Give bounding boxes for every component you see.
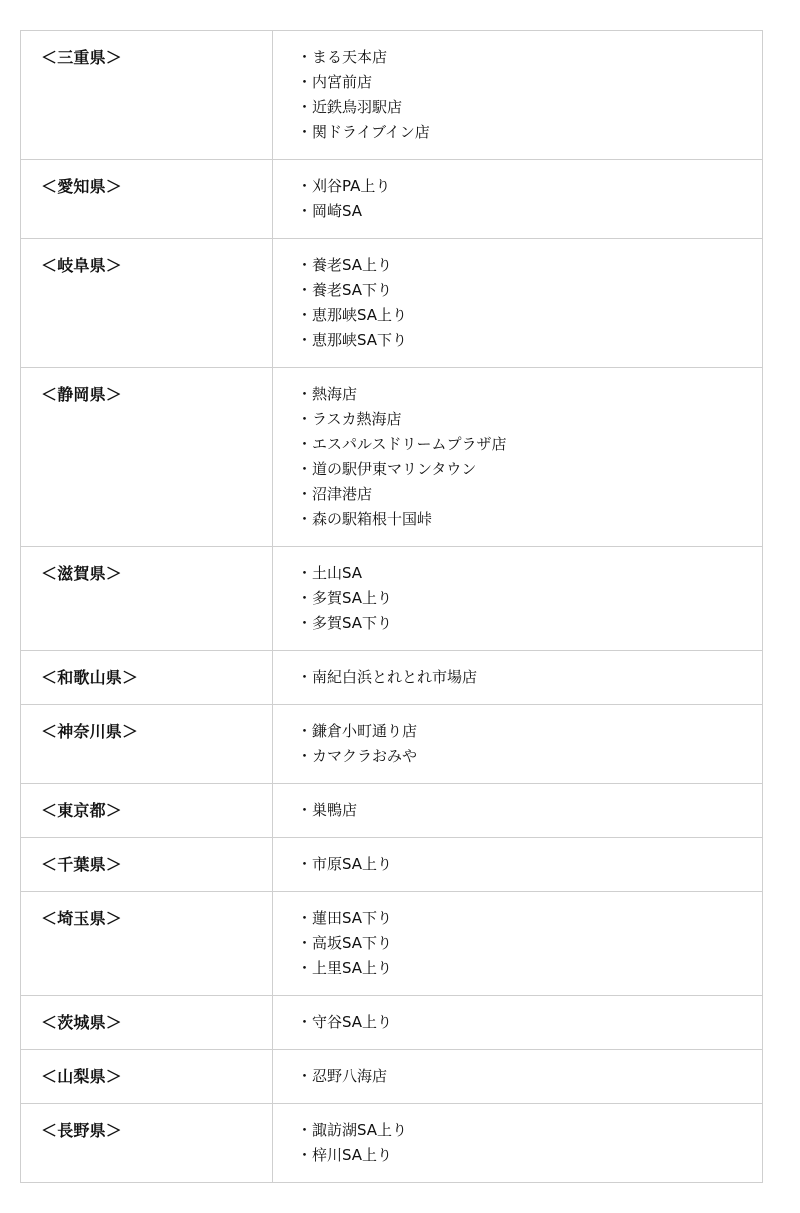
stores-cell [273,1104,763,1183]
prefecture-cell [21,892,273,996]
prefecture-row [21,651,763,705]
prefecture-cell [21,1050,273,1104]
prefecture-row [21,1104,763,1183]
prefecture-name: ＜埼玉県＞ [41,909,123,928]
stores-cell [273,838,763,892]
prefecture-name: ＜愛知県＞ [41,177,123,196]
prefecture-cell [21,368,273,547]
store-list [297,852,762,877]
stores-cell [273,996,763,1050]
prefecture-name: ＜茨城県＞ [41,1013,123,1032]
store-item: ・沼津港店 [297,485,373,503]
prefecture-name: ＜神奈川県＞ [41,722,139,741]
store-list [297,174,762,224]
prefecture-name: ＜山梨県＞ [41,1067,123,1086]
prefecture-cell [21,784,273,838]
store-item: ・鎌倉小町通り店 [297,722,418,740]
prefecture-cell [21,705,273,784]
store-table-body [21,31,763,1183]
stores-cell [273,784,763,838]
store-item: ・森の駅箱根十国峠 [297,510,433,528]
store-item: ・上里SA上り [297,959,393,977]
store-item: ・梓川SA上り [297,1146,393,1164]
store-list [297,45,762,145]
store-item: ・多賀SA下り [297,614,393,632]
prefecture-row [21,547,763,651]
prefecture-cell [21,31,273,160]
prefecture-row [21,1050,763,1104]
store-item: ・カマクラおみや [297,747,418,765]
store-item: ・まる天本店 [297,48,388,66]
store-list [297,1118,762,1168]
store-item: ・諏訪湖SA上り [297,1121,408,1139]
prefecture-name: ＜静岡県＞ [41,385,123,404]
store-item: ・蓮田SA下り [297,909,393,927]
store-item: ・関ドライブイン店 [297,123,430,141]
prefecture-name: ＜三重県＞ [41,48,123,67]
store-list [297,906,762,981]
prefecture-cell [21,160,273,239]
prefecture-row [21,784,763,838]
stores-cell [273,1050,763,1104]
stores-cell [273,239,763,368]
store-list [297,665,762,690]
store-item: ・内宮前店 [297,73,373,91]
prefecture-name: ＜岐阜県＞ [41,256,123,275]
store-item: ・土山SA [297,564,363,582]
prefecture-row [21,239,763,368]
store-list [297,561,762,636]
prefecture-row [21,31,763,160]
store-item: ・近鉄鳥羽駅店 [297,98,403,116]
store-item: ・エスパルスドリームプラザ店 [297,435,507,453]
store-item: ・岡崎SA [297,202,363,220]
store-item: ・巣鴨店 [297,801,358,819]
prefecture-name: ＜長野県＞ [41,1121,123,1140]
store-item: ・忍野八海店 [297,1067,388,1085]
stores-cell [273,705,763,784]
store-item: ・刈谷PA上り [297,177,391,195]
store-list [297,1064,762,1089]
stores-cell [273,31,763,160]
prefecture-name: ＜千葉県＞ [41,855,123,874]
store-item: ・恵那峡SA上り [297,306,408,324]
prefecture-cell [21,838,273,892]
store-list [297,382,762,532]
prefecture-name: ＜東京都＞ [41,801,123,820]
store-item: ・市原SA上り [297,855,393,873]
prefecture-cell [21,239,273,368]
store-list [297,1010,762,1035]
store-list [297,719,762,769]
stores-cell [273,547,763,651]
prefecture-row [21,838,763,892]
prefecture-name: ＜滋賀県＞ [41,564,123,583]
store-item: ・ラスカ熱海店 [297,410,402,428]
prefecture-row [21,160,763,239]
store-list [297,798,762,823]
prefecture-cell [21,996,273,1050]
prefecture-cell [21,651,273,705]
store-item: ・道の駅伊東マリンタウン [297,460,477,478]
store-item: ・多賀SA上り [297,589,393,607]
store-item: ・恵那峡SA下り [297,331,408,349]
stores-cell [273,160,763,239]
stores-cell [273,368,763,547]
store-item: ・熱海店 [297,385,358,403]
prefecture-name: ＜和歌山県＞ [41,668,139,687]
store-item: ・高坂SA下り [297,934,393,952]
store-item: ・養老SA下り [297,281,393,299]
store-item: ・守谷SA上り [297,1013,393,1031]
prefecture-row [21,368,763,547]
prefecture-cell [21,547,273,651]
prefecture-row [21,996,763,1050]
store-list [297,253,762,353]
prefecture-cell [21,1104,273,1183]
prefecture-row [21,892,763,996]
store-location-table [20,30,763,1183]
stores-cell [273,651,763,705]
store-item: ・養老SA上り [297,256,393,274]
stores-cell [273,892,763,996]
store-item: ・南紀白浜とれとれ市場店 [297,668,478,686]
prefecture-row [21,705,763,784]
